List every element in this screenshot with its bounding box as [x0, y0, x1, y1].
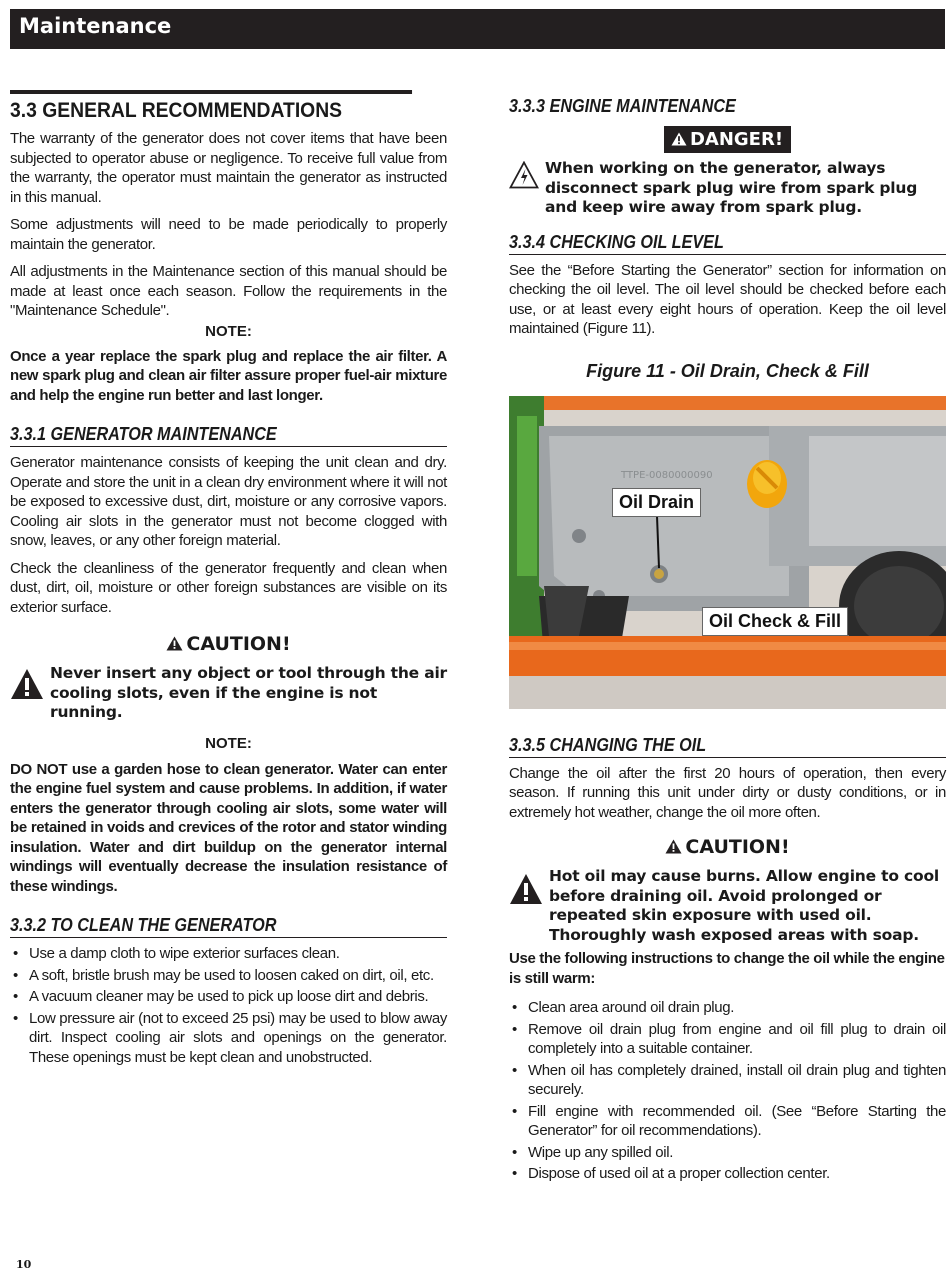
caution-air-slots-text: Never insert any object or tool through the air cooling slots, even if the engine is not running. [50, 664, 448, 721]
caution-exclamation-icon [10, 668, 44, 705]
to-clean-generator-heading: 3.3.2 TO CLEAN THE GENERATOR [10, 915, 447, 938]
caution-hot-oil-text: Hot oil may cause burns. Allow engine to cool before draining oil. Avoid prolonged or repeated skin exposure with used oil. Thoroughly wash exposed areas with soap. [549, 867, 940, 944]
cleaning-list [10, 944, 447, 1067]
checking-oil-level-heading: 3.3.4 CHECKING OIL LEVEL [509, 232, 946, 255]
warranty-paragraph: The warranty of the generator does not cover items that have been subjected to operator abuse or negligence. To receive full value from the warranty, the operator must maintain the generator as instructed in this manual. [10, 130, 447, 206]
list-item: • When oil has completely drained, install oil drain plug and tighten securely. [509, 1061, 946, 1100]
changing-the-oil-heading: 3.3.5 CHANGING THE OIL [509, 735, 946, 758]
garden-hose-note: DO NOT use a garden hose to clean generator. Water can enter the engine fuel system and cause problems. In addition, if water enters the generator through cooling air slots, some water will be retained in voids and crevices of the rotor and stator winding insulation. Water and dirt buildup on the generator internal windings will eventually decrease the insulation resistance of these windings. [10, 760, 447, 895]
list-item: • Dispose of used oil at a proper collection center. [509, 1164, 946, 1184]
danger-triangle-icon [671, 132, 687, 146]
danger-label [509, 126, 946, 153]
section-header-bar [10, 9, 945, 49]
electrical-hazard-icon [509, 161, 539, 194]
generator-maintenance-paragraph: Generator maintenance consists of keeping the unit clean and dry. Operate and store the unit in a clean dry environment where it will not be exposed to excessive dust, dirt, moisture or any corrosive vapors. Cooling air slots in the generator must not become clogged with snow, leaves, or any other foreign material. [10, 454, 447, 549]
caution-hot-oil [509, 867, 946, 945]
oil-drain-photo [509, 396, 946, 709]
caution-heading: CAUTION! [10, 633, 447, 656]
caution-heading-2: CAUTION! [509, 836, 946, 859]
note-title: NOTE: [205, 322, 252, 340]
caution-air-slots [10, 664, 447, 723]
caution-exclamation-icon [509, 873, 543, 910]
warning-triangle-icon [665, 837, 682, 859]
engine-maintenance-heading: 3.3.3 ENGINE MAINTENANCE [509, 96, 736, 116]
note-title-2: NOTE: [205, 734, 252, 752]
list-item: • Use a damp cloth to wipe exterior surfaces clean. [10, 944, 447, 964]
list-item: • Fill engine with recommended oil. (See “Before Starting the Generator” for oil recommendations). [509, 1102, 946, 1141]
cleanliness-paragraph: Check the cleanliness of the generator frequently and clean when dust, dirt, oil, moisture or other foreign substances are visible on its exterior surface. [10, 559, 447, 616]
section-title: Maintenance [19, 14, 172, 38]
generator-maintenance-heading: 3.3.1 GENERATOR MAINTENANCE [10, 424, 447, 447]
danger-spark-plug [509, 159, 946, 218]
right-column [509, 96, 946, 1186]
list-item: • Wipe up any spilled oil. [509, 1143, 946, 1163]
list-item: • A soft, bristle brush may be used to loosen caked on dirt, oil, etc. [10, 966, 447, 986]
spark-plug-note: Once a year replace the spark plug and replace the air filter. A new spark plug and clean air filter assure proper fuel-air mixture and help the engine run better and last longer. [10, 347, 447, 404]
oil-change-instructions: Use the following instructions to change the oil while the engine is still warm: [509, 950, 945, 987]
adjustments-paragraph: Some adjustments will need to be made periodically to properly maintain the generator. [10, 216, 447, 253]
engine-illustration [509, 396, 946, 709]
change-oil-paragraph: Change the oil after the first 20 hours of operation, then every season. If running this unit under dirty or dusty conditions, or in extremely hot weather, change the oil more often. [509, 764, 946, 821]
figure-caption: Figure 11 - Oil Drain, Check & Fill [586, 360, 869, 381]
general-recommendations-heading: 3.3 GENERAL RECOMMENDATIONS [10, 90, 412, 123]
seasonal-paragraph: All adjustments in the Maintenance section of this manual should be made at least once each season. Follow the requirements in the "Maintenance Schedule". [10, 263, 447, 319]
oil-check-fill-callout: Oil Check & Fill [702, 607, 848, 636]
list-item: • A vacuum cleaner may be used to pick up loose dirt and debris. [10, 987, 447, 1007]
list-item: • Low pressure air (not to exceed 25 psi) may be used to blow away dirt. Inspect cooling air slots and openings on the generator. These openings must be kept clean and unobstructed. [10, 1009, 447, 1068]
left-column [10, 90, 447, 1069]
oil-change-list [509, 998, 946, 1184]
page-number: 10 [16, 1258, 32, 1271]
oil-drain-callout: Oil Drain [612, 488, 701, 517]
oil-level-paragraph: See the “Before Starting the Generator” section for information on checking the oil level. The oil level should be checked before each use, or at least every eight hours of operation. Keep the oil level maintained (Figure 11). [509, 261, 946, 337]
list-item: • Clean area around oil drain plug. [509, 998, 946, 1018]
casting-text: TTPE-0080000090 [621, 469, 713, 481]
list-item: • Remove oil drain plug from engine and oil fill plug to drain oil completely into a suitable container. [509, 1020, 946, 1059]
danger-text: When working on the generator, always disconnect spark plug wire from spark plug and keep wire away from spark plug. [545, 159, 918, 216]
danger-title: DANGER! [689, 129, 784, 150]
warning-triangle-icon [166, 634, 183, 656]
